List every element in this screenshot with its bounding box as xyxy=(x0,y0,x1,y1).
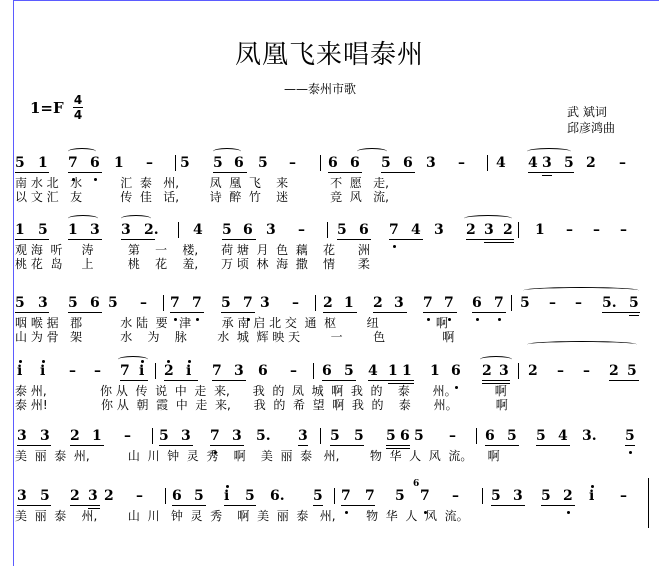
rhythm-underline xyxy=(15,312,49,313)
notation-symbol: 2 xyxy=(70,488,80,504)
octave-dot xyxy=(629,451,632,454)
notation-symbol: 7 xyxy=(341,488,351,504)
notation-symbol: 2 xyxy=(70,428,80,444)
bar-line xyxy=(482,488,483,504)
notation-symbol: 4 xyxy=(193,222,203,238)
notation-symbol: 5 xyxy=(520,295,530,311)
rhythm-underline xyxy=(213,172,247,173)
rhythm-underline xyxy=(221,312,255,313)
lyric-line: 南 水 北 水 汇 泰 州, 凤 凰 飞 来 不 愿 走, xyxy=(15,176,389,190)
rhythm-underline xyxy=(528,172,574,173)
notation-symbol: 5. xyxy=(602,295,617,311)
notation-symbol: i xyxy=(40,363,46,379)
notation-symbol: 6 xyxy=(359,222,369,238)
notation-symbol: 3 xyxy=(298,428,308,444)
notation-symbol: 5 xyxy=(68,295,78,311)
notation-symbol: – xyxy=(298,222,305,238)
notation-symbol: 2. xyxy=(144,222,159,238)
notation-symbol: 5 xyxy=(330,428,340,444)
notation-symbol: 1 xyxy=(535,222,545,238)
notation-symbol: 1 xyxy=(92,428,102,444)
bar-line xyxy=(476,428,477,444)
rhythm-underline xyxy=(386,445,410,446)
rhythm-underline xyxy=(70,505,100,506)
notation-symbol: 2 xyxy=(586,155,596,171)
notation-symbol: 7 xyxy=(120,363,130,379)
notation-symbol: 2 xyxy=(164,363,174,379)
notation-symbol: 6 xyxy=(90,155,100,171)
time-signature-top: 4 xyxy=(73,93,83,107)
notation-symbol: 5 xyxy=(564,155,574,171)
bar-line xyxy=(320,155,321,171)
notation-symbol: – xyxy=(146,155,153,171)
bar-line xyxy=(518,363,519,379)
rhythm-underline xyxy=(609,380,639,381)
composer-credit: 邱彦鸿曲 xyxy=(567,121,616,135)
notation-symbol: 2 xyxy=(563,488,573,504)
rhythm-underline xyxy=(368,380,414,381)
notation-symbol: 5 xyxy=(15,295,25,311)
notation-symbol: 2 xyxy=(466,222,476,238)
rhythm-underline xyxy=(541,505,575,506)
rhythm-underline xyxy=(389,239,423,240)
notation-symbol: 6 xyxy=(328,155,338,171)
rhythm-underline xyxy=(330,445,364,446)
bar-line xyxy=(511,295,512,311)
notation-symbol: 6 xyxy=(258,363,268,379)
notation-symbol: 1 xyxy=(430,363,440,379)
notation-symbol: 3 xyxy=(90,222,100,238)
notation-symbol: 7 xyxy=(192,295,202,311)
notation-symbol: 5 xyxy=(625,428,635,444)
octave-dot xyxy=(498,318,501,321)
bar-line xyxy=(327,222,328,238)
bar-line xyxy=(313,363,314,379)
notation-symbol: 7 xyxy=(365,488,375,504)
notation-symbol: 1 xyxy=(38,155,48,171)
slur-arc xyxy=(480,356,512,363)
rhythm-underline xyxy=(337,239,371,240)
notation-symbol: – xyxy=(140,295,147,311)
rhythm-underline xyxy=(298,445,308,446)
rhythm-underline xyxy=(491,505,525,506)
lyric-line: 美 丽 泰 州, 山 川 钟 灵 秀 啊 美 丽 泰 州, 物 华 人 风 流。 啊 xyxy=(15,449,500,463)
rhythm-underline xyxy=(542,175,552,176)
rhythm-underline xyxy=(482,380,510,381)
rhythm-underline xyxy=(164,380,198,381)
notation-symbol: 6 xyxy=(403,155,413,171)
notation-symbol: 2 xyxy=(104,488,114,504)
notation-symbol: 3 xyxy=(88,488,98,504)
notation-symbol: – xyxy=(458,155,465,171)
notation-symbol: i xyxy=(139,363,145,379)
bar-line xyxy=(320,428,321,444)
slur-arc xyxy=(68,215,98,222)
notation-symbol: 3 xyxy=(17,428,27,444)
notation-symbol: 5 xyxy=(354,428,364,444)
rhythm-underline xyxy=(381,172,415,173)
slur-arc xyxy=(527,341,637,348)
notation-symbol: 3 xyxy=(234,363,244,379)
rhythm-underline xyxy=(68,239,102,240)
octave-dot xyxy=(42,360,45,363)
notation-symbol: 5 xyxy=(221,295,231,311)
rhythm-underline xyxy=(68,312,102,313)
lyric-line: 以 文 汇 友 传 佳 话, 诗 醉 竹 迷 竞 风 流, xyxy=(15,190,389,204)
notation-symbol: 7 xyxy=(170,295,180,311)
notation-symbol: 1 xyxy=(344,295,354,311)
octave-dot xyxy=(226,485,229,488)
notation-symbol: i xyxy=(224,488,230,504)
bar-line xyxy=(178,222,179,238)
rhythm-underline xyxy=(121,239,155,240)
notation-symbol: 4 xyxy=(528,155,538,171)
rhythm-underline xyxy=(210,445,244,446)
notation-symbol: 5 xyxy=(541,488,551,504)
slur-arc xyxy=(121,215,151,222)
rhythm-underline xyxy=(484,242,514,243)
notation-symbol: – xyxy=(290,363,297,379)
rhythm-underline xyxy=(159,445,193,446)
bar-line xyxy=(163,295,164,311)
slur-arc xyxy=(523,287,639,294)
notation-symbol: – xyxy=(69,363,76,379)
rhythm-underline xyxy=(629,315,639,316)
rhythm-underline xyxy=(70,445,104,446)
lyric-line: 桃 花 岛 上 桃 花 羞, 万 顷 林 海 撒 情 柔 xyxy=(15,257,370,271)
bar-line xyxy=(155,363,156,379)
rhythm-underline xyxy=(322,380,356,381)
slur-arc xyxy=(357,148,387,155)
notation-symbol: – xyxy=(557,363,564,379)
notation-symbol: – xyxy=(619,155,626,171)
notation-symbol: 3 xyxy=(232,428,242,444)
notation-symbol: 2 xyxy=(609,363,619,379)
rhythm-underline xyxy=(466,239,514,240)
notation-symbol: 5 xyxy=(213,155,223,171)
key-signature: 1=F xyxy=(30,99,64,117)
notation-symbol: 5 xyxy=(159,428,169,444)
rhythm-underline xyxy=(313,505,323,506)
notation-symbol: 2 xyxy=(482,363,492,379)
notation-symbol: 6 xyxy=(322,363,332,379)
notation-symbol: 6 xyxy=(350,155,360,171)
notation-symbol: 5 xyxy=(245,488,255,504)
rhythm-underline xyxy=(341,505,375,506)
rhythm-underline xyxy=(17,445,51,446)
notation-symbol: 6 xyxy=(243,222,253,238)
rhythm-underline xyxy=(625,445,635,446)
notation-symbol: 3 xyxy=(499,363,509,379)
octave-dot xyxy=(188,360,191,363)
notation-symbol: – xyxy=(583,363,590,379)
notation-symbol: – xyxy=(94,363,101,379)
notation-symbol: 7 xyxy=(68,155,78,171)
notation-symbol: 3 xyxy=(434,222,444,238)
notation-symbol: 1 xyxy=(388,363,398,379)
notation-symbol: 3 xyxy=(484,222,494,238)
bar-line xyxy=(334,488,335,504)
octave-dot xyxy=(167,360,170,363)
notation-symbol: 5. xyxy=(256,428,271,444)
notation-symbol: i xyxy=(186,363,192,379)
notation-symbol: 6 xyxy=(400,428,410,444)
notation-symbol: 7 xyxy=(420,488,430,504)
page-frame-top xyxy=(13,0,659,1)
notation-symbol: 5 xyxy=(337,222,347,238)
notation-symbol: 2 xyxy=(528,363,538,379)
notation-symbol: 5 xyxy=(108,295,118,311)
time-signature xyxy=(73,94,83,121)
notation-symbol: 2 xyxy=(323,295,333,311)
notation-symbol: 5 xyxy=(40,488,50,504)
lyric-line: 山 为 骨 架 水 为 脉 水 城 辉 映 天 一 色 啊 xyxy=(15,330,455,344)
rhythm-underline xyxy=(323,312,357,313)
notation-symbol: 3 xyxy=(266,222,276,238)
notation-symbol: 5 xyxy=(627,363,637,379)
notation-symbol: 5 xyxy=(395,488,405,504)
notation-symbol: 6 xyxy=(413,479,420,489)
notation-symbol: 3 xyxy=(38,295,48,311)
notation-symbol: 5 xyxy=(258,155,268,171)
rhythm-underline xyxy=(602,312,640,313)
notation-symbol: 7 xyxy=(243,295,253,311)
notation-symbol: 4 xyxy=(496,155,506,171)
notation-symbol: 5 xyxy=(194,488,204,504)
song-title: 凤凰飞来唱泰州 xyxy=(234,40,424,70)
rhythm-underline xyxy=(423,312,457,313)
notation-symbol: 6 xyxy=(234,155,244,171)
notation-symbol: 4 xyxy=(558,428,568,444)
slur-arc xyxy=(68,148,96,155)
notation-symbol: 5 xyxy=(15,155,25,171)
notation-symbol: 5 xyxy=(344,363,354,379)
notation-symbol: 7 xyxy=(389,222,399,238)
rhythm-underline xyxy=(224,505,256,506)
notation-symbol: – xyxy=(449,428,456,444)
notation-symbol: – xyxy=(620,222,627,238)
notation-symbol: – xyxy=(292,295,299,311)
lyric-line: 泰 州! 你 从 朝 霞 中 走 来, 我 的 希 望 啊 我 的 泰 州。 啊 xyxy=(15,398,508,412)
notation-symbol: 5 xyxy=(629,295,639,311)
notation-symbol: 7 xyxy=(423,295,433,311)
octave-dot xyxy=(19,360,22,363)
notation-symbol: – xyxy=(124,428,131,444)
rhythm-underline xyxy=(222,239,256,240)
notation-symbol: 3 xyxy=(513,488,523,504)
notation-symbol: – xyxy=(549,295,556,311)
notation-symbol: 5 xyxy=(381,155,391,171)
rhythm-underline xyxy=(472,312,506,313)
notation-symbol: 6 xyxy=(172,488,182,504)
notation-symbol: 5 xyxy=(386,428,396,444)
rhythm-underline xyxy=(17,505,51,506)
notation-symbol: 3 xyxy=(542,155,552,171)
bar-line xyxy=(175,155,176,171)
rhythm-underline xyxy=(485,445,519,446)
rhythm-underline xyxy=(373,312,407,313)
bar-line xyxy=(487,155,488,171)
notation-symbol: 5 xyxy=(180,155,190,171)
notation-symbol: 6. xyxy=(270,488,285,504)
rhythm-underline xyxy=(15,172,49,173)
notation-symbol: 4 xyxy=(368,363,378,379)
notation-symbol: 3 xyxy=(121,222,131,238)
octave-dot xyxy=(591,485,594,488)
notation-symbol: 4 xyxy=(411,222,421,238)
octave-dot xyxy=(448,318,451,321)
notation-symbol: 2 xyxy=(503,222,513,238)
notation-symbol: 3 xyxy=(181,428,191,444)
rhythm-underline xyxy=(120,380,148,381)
notation-symbol: 3. xyxy=(582,428,597,444)
lyric-line: 观 海 听 涛 第 一 楼, 荷 塘 月 色 藕 花 洲 xyxy=(15,243,370,257)
notation-symbol: – xyxy=(136,488,143,504)
rhythm-underline xyxy=(15,239,49,240)
notation-symbol: i xyxy=(589,488,595,504)
bar-line xyxy=(152,428,153,444)
notation-symbol: 5 xyxy=(38,222,48,238)
notation-symbol: – xyxy=(289,155,296,171)
slur-arc xyxy=(213,148,241,155)
notation-symbol: 3 xyxy=(17,488,27,504)
notation-symbol: 1 xyxy=(402,363,412,379)
song-subtitle: ——泰州市歌 xyxy=(284,82,357,96)
notation-symbol: – xyxy=(575,295,582,311)
notation-symbol: 3 xyxy=(40,428,50,444)
lyric-line: 美 丽 泰 州, 山 川 钟 灵 秀 啊 美 丽 泰 州, 物 华 人 风 流。 xyxy=(15,509,469,523)
notation-symbol: 3 xyxy=(260,295,270,311)
notation-symbol: 7 xyxy=(444,295,454,311)
rhythm-underline xyxy=(212,380,246,381)
notation-symbol: 5 xyxy=(491,488,501,504)
notation-symbol: 5 xyxy=(507,428,517,444)
rhythm-underline xyxy=(68,172,102,173)
rhythm-underline xyxy=(536,445,570,446)
notation-symbol: 3 xyxy=(394,295,404,311)
notation-symbol: 1 xyxy=(15,222,25,238)
notation-symbol: 3 xyxy=(426,155,436,171)
lyricist-credit: 武 斌词 xyxy=(567,105,607,119)
octave-dot xyxy=(393,245,396,248)
notation-symbol: 6 xyxy=(451,363,461,379)
notation-symbol: 6 xyxy=(485,428,495,444)
octave-dot xyxy=(141,360,144,363)
notation-symbol: 6 xyxy=(472,295,482,311)
notation-symbol: 7 xyxy=(494,295,504,311)
bar-line xyxy=(315,295,316,311)
notation-symbol: 6 xyxy=(90,295,100,311)
notation-symbol: i xyxy=(17,363,23,379)
rhythm-underline xyxy=(170,312,204,313)
bar-line xyxy=(165,488,166,504)
page-frame-right xyxy=(648,478,649,528)
time-signature-bottom: 4 xyxy=(73,108,83,122)
slur-arc xyxy=(527,148,571,155)
slur-arc xyxy=(464,215,512,222)
notation-symbol: 5 xyxy=(414,428,424,444)
page-frame-left xyxy=(13,0,14,566)
notation-symbol: 1 xyxy=(68,222,78,238)
bar-line xyxy=(518,222,519,238)
notation-symbol: 1 xyxy=(114,155,124,171)
notation-symbol: – xyxy=(452,488,459,504)
notation-symbol: – xyxy=(566,222,573,238)
lyric-line: 咽 喉 据 郡 水 陆 要 津 承 南 启 北 交 通 枢 纽 啊 xyxy=(15,316,448,330)
notation-symbol: 7 xyxy=(210,428,220,444)
notation-symbol: – xyxy=(593,222,600,238)
rhythm-underline xyxy=(328,172,362,173)
notation-symbol: 2 xyxy=(373,295,383,311)
notation-symbol: 5 xyxy=(313,488,323,504)
octave-dot xyxy=(476,318,479,321)
notation-symbol: – xyxy=(620,488,627,504)
lyric-line: 泰 州, 你 从 传 说 中 走 来, 我 的 凤 城 啊 我 的 泰 州。 啊 xyxy=(15,384,507,398)
notation-symbol: 5 xyxy=(222,222,232,238)
notation-symbol: 7 xyxy=(212,363,222,379)
rhythm-underline xyxy=(172,505,206,506)
notation-symbol: 5 xyxy=(536,428,546,444)
octave-dot xyxy=(567,511,570,514)
